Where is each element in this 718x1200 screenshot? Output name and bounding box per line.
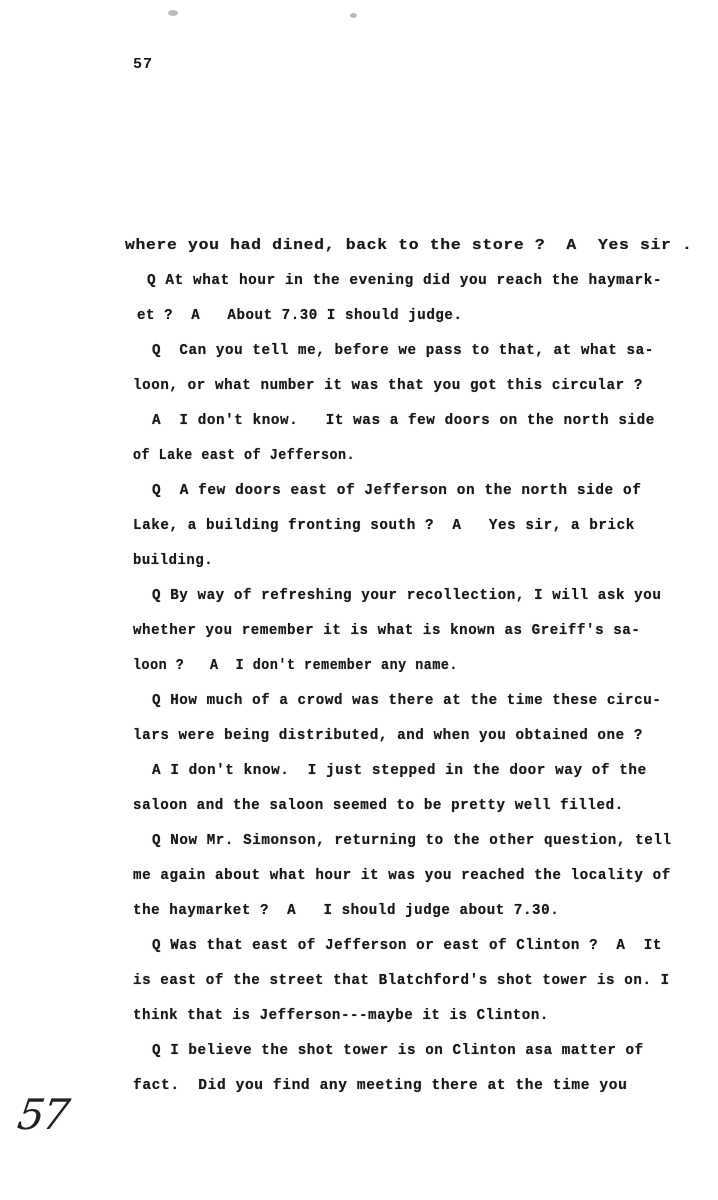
transcript-line: of Lake east of Jefferson. [133, 448, 356, 464]
transcript-line: Q How much of a crowd was there at the time these circu- [152, 693, 662, 709]
transcript-line: Q By way of refreshing your recollection, I will ask you [152, 588, 662, 604]
ink-smudge [168, 10, 178, 16]
transcript-line: saloon and the saloon seemed to be pretty well filled. [133, 798, 624, 814]
transcript-line: think that is Jefferson---maybe it is Clinton. [133, 1008, 549, 1024]
transcript-line: me again about what hour it was you reached the locality of [133, 868, 671, 884]
transcript-line: loon, or what number it was that you got this circular ? [133, 378, 643, 394]
transcript-line: building. [133, 553, 214, 569]
transcript-line: Q I believe the shot tower is on Clinton asa matter of [152, 1043, 644, 1059]
transcript-line: Lake, a building fronting south ? A Yes sir, a brick [133, 518, 635, 534]
transcript-line: whether you remember it is what is known as Greiff's sa- [133, 623, 641, 639]
handwritten-page-number: 57 [14, 1090, 71, 1139]
page-number: 57 [133, 56, 154, 73]
transcript-line: Q Was that east of Jefferson or east of Clinton ? A It [152, 938, 662, 954]
transcript-line: lars were being distributed, and when you obtained one ? [133, 728, 643, 744]
transcript-line: where you had dined, back to the store ? A Yes sir . [125, 238, 693, 254]
ink-smudge [350, 13, 357, 18]
transcript-line: Q A few doors east of Jefferson on the north side of [152, 483, 642, 499]
transcript-line: Q Now Mr. Simonson, returning to the other question, tell [152, 833, 672, 849]
transcript-line: the haymarket ? A I should judge about 7.30. [133, 903, 560, 919]
transcript-line: Q Can you tell me, before we pass to that, at what sa- [152, 343, 654, 359]
transcript-line: et ? A About 7.30 I should judge. [137, 308, 463, 324]
transcript-line: A I don't know. I just stepped in the door way of the [152, 763, 647, 779]
transcript-line: is east of the street that Blatchford's shot tower is on. I [133, 973, 670, 989]
transcript-line: loon ? A I don't remember any name. [133, 658, 458, 674]
transcript-line: Q At what hour in the evening did you reach the haymark- [147, 273, 663, 289]
transcript-line: fact. Did you find any meeting there at the time you [133, 1078, 628, 1094]
transcript-line: A I don't know. It was a few doors on the north side [152, 413, 655, 429]
